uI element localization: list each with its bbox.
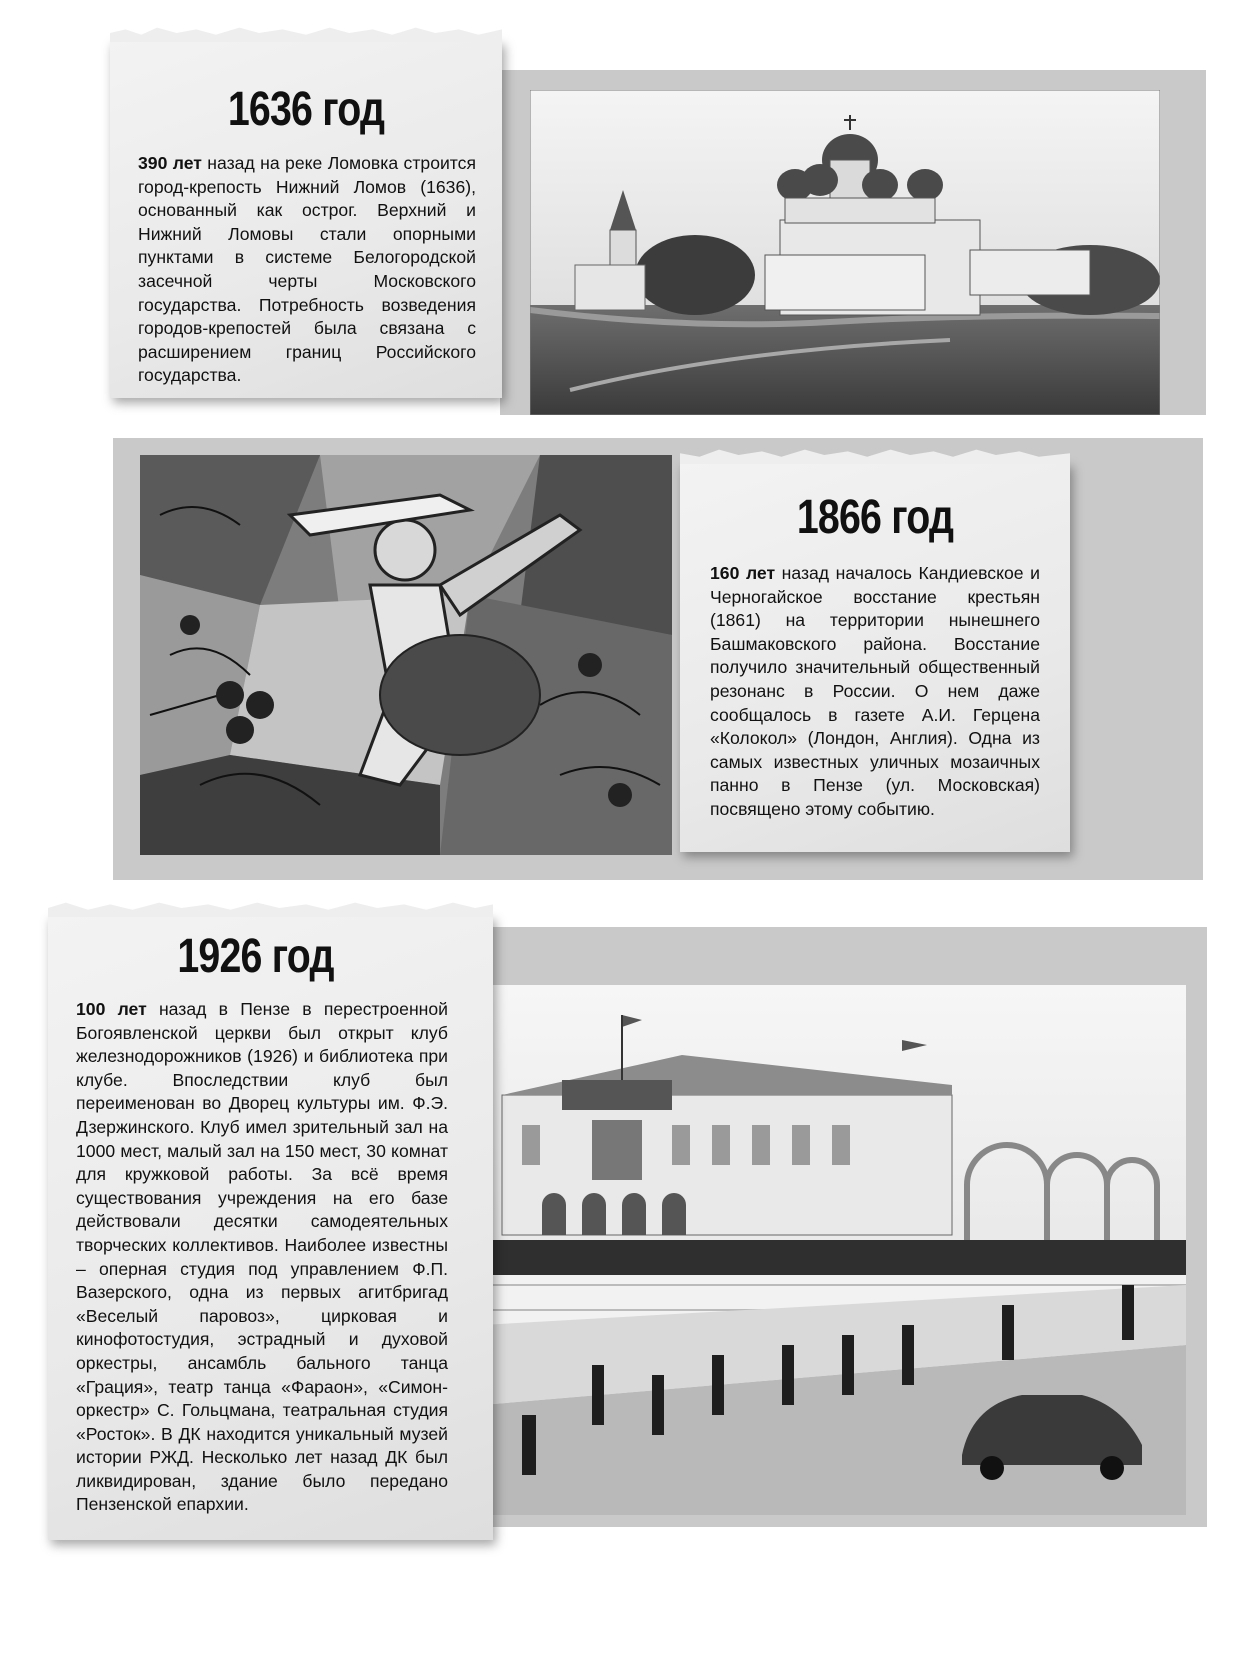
photo-mosaic-1866	[140, 455, 672, 855]
photo-cathedral-1636	[530, 90, 1160, 415]
banner-panel	[562, 1080, 672, 1110]
lead-1636: 390 лет	[138, 153, 202, 173]
note-1926	[48, 915, 493, 1540]
text-1926	[76, 998, 448, 1517]
title-1636: 1636 год	[227, 83, 385, 136]
title-1926: 1926 год	[177, 930, 334, 983]
text-1636	[138, 152, 476, 388]
body-1636: назад на реке Ломовка строится город-крепость Нижний Ломов (1636), основанный как острог. Верхний и Нижний Ломовы стали опорными пунктами в системе Белогородской засечной черты Московского государства. Потребность возведения городов-крепостей была связана с расширением границ Российского государства.	[138, 153, 476, 386]
title-1866: 1866 год	[796, 491, 954, 544]
note-1636	[110, 40, 502, 398]
torn-edge	[110, 24, 502, 42]
note-1866	[680, 462, 1070, 852]
body-1866: назад началось Кандиевское и Черногайское восстание крестьян (1861) на территории нынешнего Башмаковского района. Восстание получило значительный общественный резонанс в России. О нем даже сообщалось в газете А.И. Герцена «Колокол» (Лондон, Англия). Одна из самых известных уличных мозаичных панно в Пензе (ул. Московская) посвящено этому событию.	[710, 563, 1040, 819]
lead-1926: 100 лет	[76, 999, 147, 1019]
body-1926: назад в Пензе в перестроенной Богоявленской церкви был открыт клуб железнодорожников (1926) и библиотека при клубе. Впоследствии клуб был переименован во Дворец культуры им. Ф.Э. Дзержинского. Клуб имел зрительный зал на 1000 мест, малый зал на 150 мест, 30 комнат для кружковой работы. За всё время существования учреждения на его базе действовали десятки самодеятельных творческих коллективов. Наиболее известны – оперная студия под управлением Ф.П. Вазерского, одна из первых агитбригад «Веселый паровоз», цирковая и кинофотостудия, эстрадный и духовой оркестры, ансамбль бального танца «Грация», театр танца «Фараон», «Симон-оркестр» С. Гольцмана, театральная студия «Росток». В ДК находится уникальный музей истории РЖД. Несколько лет назад ДК был ликвидирован, здание было передано Пензенской епархии.	[76, 999, 448, 1515]
lead-1866: 160 лет	[710, 563, 776, 583]
torn-edge	[680, 446, 1070, 464]
photo-club-1926	[482, 985, 1186, 1515]
text-1866	[710, 562, 1040, 822]
torn-edge	[48, 899, 493, 917]
